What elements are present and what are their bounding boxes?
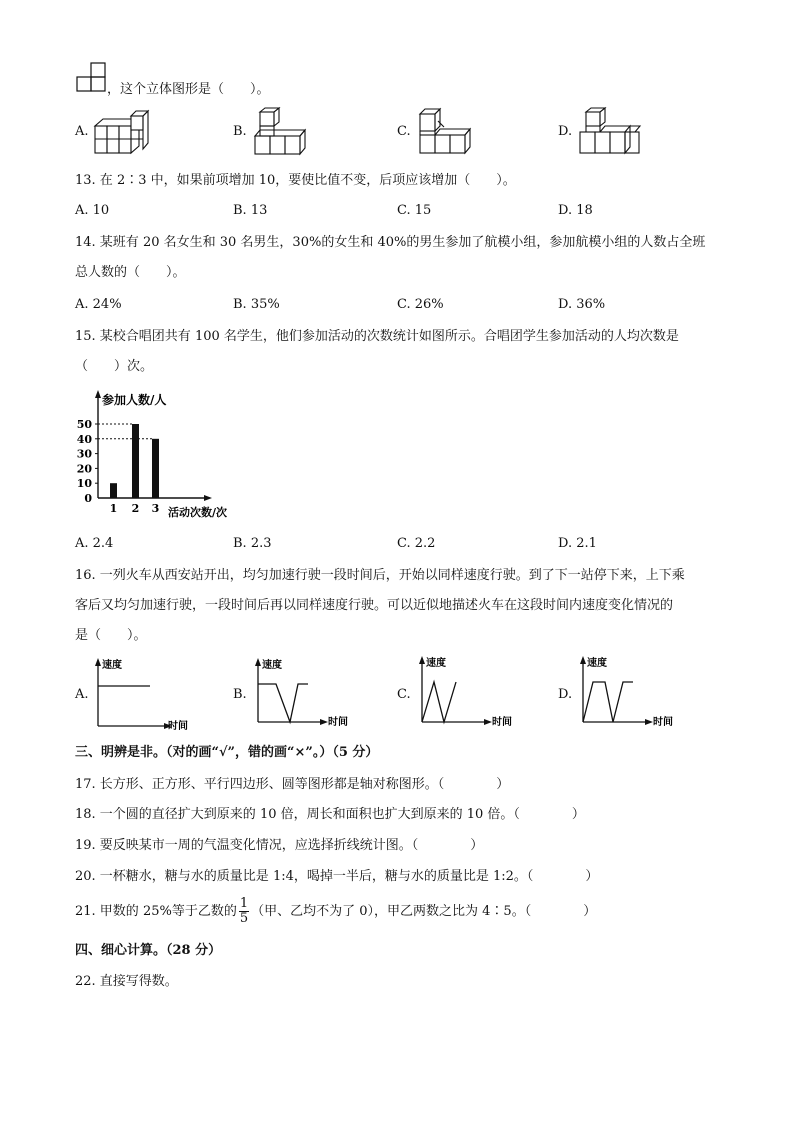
q15-option-b: B. 2.3 [233,536,272,551]
q16-option-b-label: B. [233,687,247,702]
q21-text-pre: 21. 甲数的 25%等于乙数的 [75,904,237,919]
q21-fraction-numerator: 1 [239,896,249,911]
q12-option-d-cubes [577,108,643,156]
q14-option-a: A. 24% [75,297,122,312]
chart-bar-3 [152,439,159,498]
q21-text-post: （甲、乙均不为了 0），甲乙两数之比为 4∶5。（ ） [251,904,597,919]
q15-option-a: A. 2.4 [75,536,114,551]
q16-graph-c-xlabel: 时间 [492,717,512,728]
chart-ytick-label: 10 [76,477,92,491]
q12-option-a-cubes [92,108,152,154]
q12-stem: ，这个立体图形是（ ）。 [107,82,270,97]
q14-stem-line1: 14. 某班有 20 名女生和 30 名男生，30%的女生和 40%的男生参加了航模小组，参加航模小组的人数占全班 [75,235,706,250]
section3-item-19: 19. 要反映某市一周的气温变化情况，应选择折线统计图。（ ） [75,838,484,853]
q12-option-a-label: A. [75,124,89,139]
q16-graph-d-xlabel: 时间 [653,717,673,728]
q13-option-a: A. 10 [75,203,110,218]
q16-graph-b [250,656,360,732]
section3-item-18: 18. 一个圆的直径扩大到原来的 10 倍，周长和面积也扩大到原来的 10 倍。（ ） [75,807,585,822]
chart-ytick-label: 40 [76,432,92,446]
q14-option-b: B. 35% [233,297,280,312]
chart-ytick-label: 20 [76,462,92,476]
q14-stem-line2: 总人数的（ ）。 [75,265,186,280]
section3-item-20: 20. 一杯糖水，糖与水的质量比是 1:4，喝掉一半后，糖与水的质量比是 1:2。（ ） [75,869,599,884]
section3-item-21 [75,895,596,929]
section4-q22: 22. 直接写得数。 [75,974,178,989]
chart-ytick-label: 0 [84,492,92,505]
chart-ytick-label: 30 [76,447,92,461]
q16-graph-d-ylabel: 速度 [587,658,607,669]
q14-option-c: C. 26% [397,297,444,312]
q16-graph-a-ylabel: 速度 [102,660,122,671]
q16-option-d-label: D. [558,687,573,702]
q12-option-b-label: B. [233,124,247,139]
chart-xtick-label: 1 [109,502,118,515]
q16-option-a-label: A. [75,687,89,702]
q15-option-d: D. 2.1 [558,536,597,551]
q12-option-c-cubes [417,108,477,156]
q21-fraction [239,897,249,926]
q16-stem-line2: 客后又均匀加速行驶，一段时间后再以同样速度行驶。可以近似地描述火车在这段时间内速度变化情况的 [75,598,674,613]
chart-xlabel: 活动次数/次 [168,506,228,519]
q13-stem: 13. 在 2∶3 中，如果前项增加 10，要使比值不变，后项应该增加（ ）。 [75,173,516,188]
section3-heading: 三、明辨是非。（对的画“√”，错的画“×”。）（5 分） [75,745,379,760]
q13-option-b: B. 13 [233,203,268,218]
q16-graph-a [90,656,190,732]
section4-heading: 四、细心计算。（28 分） [75,943,222,958]
chart-ytick-label: 50 [76,418,92,431]
chart-y-arrow [95,390,101,398]
q16-stem-line3: 是（ ）。 [75,628,147,643]
chart-xtick-label: 3 [151,502,160,515]
q15-bar-chart [70,390,260,525]
q16-graph-b-ylabel: 速度 [262,660,282,671]
q16-graph-c [414,654,524,730]
q14-option-d: D. 36% [558,297,606,312]
q16-option-c-label: C. [397,687,411,702]
chart-bar-2 [132,424,139,498]
q15-stem-line1: 15. 某校合唱团共有 100 名学生，他们参加活动的次数统计如图所示。合唱团学生参加活动的人均次数是 [75,329,679,344]
chart-bar-1 [110,483,117,498]
q15-option-c: C. 2.2 [397,536,436,551]
chart-xtick-label: 2 [131,502,140,515]
q21-fraction-denominator: 5 [239,911,249,926]
q16-stem-line1: 16. 一列火车从西安站开出，均匀加速行驶一段时间后，开始以同样速度行驶。到了下一站停下来，上下乘 [75,568,685,583]
q13-option-c: C. 15 [397,203,432,218]
q16-graph-a-xlabel: 时间 [168,721,188,732]
q13-option-d: D. 18 [558,203,593,218]
q16-graph-d [575,654,685,730]
q12-option-d-label: D. [558,124,573,139]
chart-ylabel: 参加人数/人 [102,393,167,407]
q15-stem-line2: （ ）次。 [75,359,154,374]
section3-item-17: 17. 长方形、正方形、平行四边形、圆等图形都是轴对称图形。（ ） [75,777,510,792]
q16-graph-c-ylabel: 速度 [426,658,446,669]
q16-graph-b-xlabel: 时间 [328,717,348,728]
q12-option-c-label: C. [397,124,411,139]
q12-option-b-cubes [252,108,312,156]
chart-x-arrow [204,495,212,501]
q12-view-icon [75,62,107,92]
